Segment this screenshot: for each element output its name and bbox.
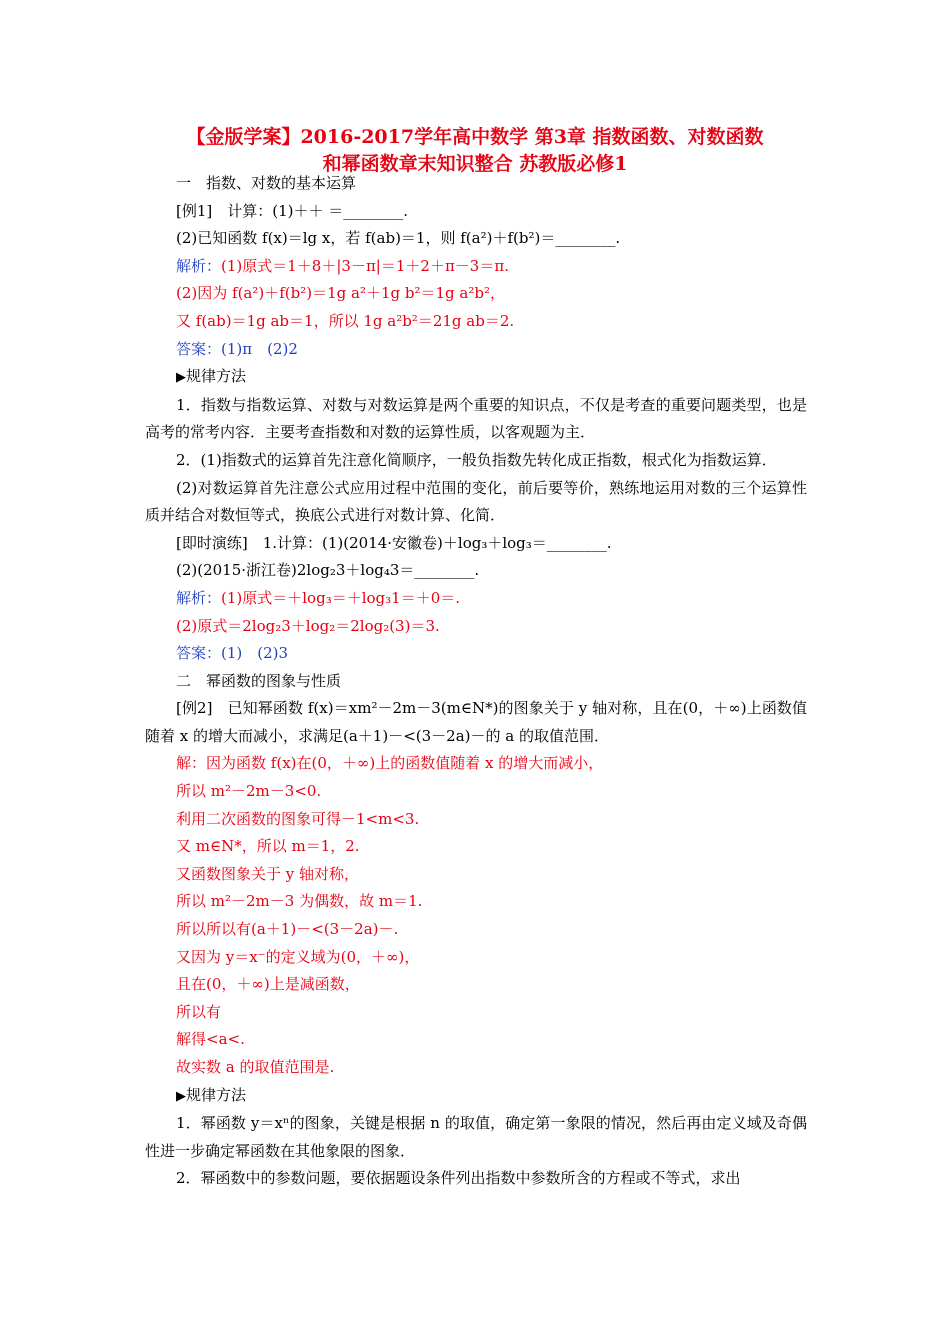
practice-line: (2)(2015·浙江卷)2log₂3＋log₄3＝________. [176, 561, 480, 580]
solution-line [145, 585, 807, 613]
method-heading [145, 1082, 807, 1111]
solution-label: 解析： [176, 588, 222, 607]
solution-line: (2)原式＝2log₂3＋log₂＝2log₂(3)＝3. [176, 616, 440, 635]
solution-label: 解析： [176, 256, 222, 275]
solution-line: 又函数图象关于 y 轴对称， [176, 864, 360, 883]
title-line-1: 【金版学案】2016-2017学年高中数学 第3章 指数函数、对数函数 [186, 126, 764, 148]
solution-line: 解得<a<. [176, 1030, 245, 1049]
solution-line: 又 m∈N*，所以 m＝1，2. [176, 837, 360, 856]
method-heading [145, 363, 807, 392]
solution-line: 所以 m²－2m－3 为偶数，故 m＝1. [176, 892, 423, 911]
solution-label: 解： [176, 754, 207, 773]
practice-line: [即时演练] 1.计算：(1)(2014·安徽卷)＋log₃＋log₃＝________. [176, 533, 612, 552]
solution-line: 又 f(ab)＝1g ab＝1，所以 1g a²b²＝21g ab＝2. [176, 311, 515, 330]
method-paragraph: (2)对数运算首先注意公式应用过程中范围的变化，前后要等价，熟练地运用对数的三个运算性质并结合对数恒等式，换底公式进行对数计算、化简． [145, 478, 807, 525]
section-heading: 二 幂函数的图象与性质 [176, 671, 342, 690]
example-1: [例1] 计算：(1)＋＋ ＝________. [176, 201, 409, 220]
answer-line: 答案：(1)π (2)2 [176, 339, 298, 358]
method-heading-label: 规律方法 [186, 1085, 247, 1104]
triangle-icon: ▶ [176, 370, 186, 386]
example-2: [例2] 已知幂函数 f(x)＝xm²－2m－3(m∈N*)的图象关于 y 轴对称，且在(0，＋∞)上函数值随着 x 的增大而减小，求满足(a＋1)－<(3－2a)－的 a 的取值范围． [145, 699, 807, 745]
solution-text: (1)原式＝1＋8＋|3－π|＝1＋2＋π－3＝π. [221, 256, 509, 275]
solution-line: 所以有 [176, 1002, 222, 1021]
method-heading-label: 规律方法 [186, 367, 247, 386]
document-body [145, 170, 807, 1193]
solution-line [145, 750, 807, 778]
method-paragraph: 2．(1)指数式的运算首先注意化简顺序，一般负指数先转化成正指数，根式化为指数运算． [176, 450, 777, 469]
answer-line: 答案：(1) (2)3 [176, 644, 289, 663]
triangle-icon: ▶ [176, 1088, 186, 1104]
solution-text: (1)原式＝＋log₃＝＋log₃1＝＋0＝. [221, 588, 461, 607]
solution-line [145, 253, 807, 281]
solution-line: 故实数 a 的取值范围是. [176, 1058, 335, 1076]
solution-line: 利用二次函数的图象可得－1<m<3. [176, 809, 420, 828]
solution-line: 所以 m²－2m－3<0. [176, 782, 322, 801]
title-line-2: 和幂函数章末知识整合 苏教版必修1 [322, 153, 628, 175]
method-paragraph: 1．幂函数 y＝xⁿ的图象，关键是根据 n 的取值，确定第一象限的情况，然后再由定义域及奇偶性进一步确定幂函数在其他象限的图象． [145, 1114, 807, 1160]
solution-line: (2)因为 f(a²)＋f(b²)＝1g a²＋1g b²＝1g a²b²， [176, 284, 505, 303]
method-paragraph: 2．幂函数中的参数问题，要依据题设条件列出指数中参数所含的方程或不等式，求出 [176, 1169, 741, 1188]
example-1-part-2: (2)已知函数 f(x)＝lg x，若 f(ab)＝1，则 f(a²)＋f(b²)＝________. [176, 229, 621, 248]
solution-text: 因为函数 f(x)在(0，＋∞)上的函数值随着 x 的增大而减小， [206, 754, 604, 773]
solution-line: 且在(0，＋∞)上是减函数， [176, 975, 360, 994]
solution-line: 又因为 y＝x⁻的定义域为(0，＋∞)， [176, 947, 420, 966]
solution-line: 所以所以有(a＋1)－<(3－2a)－. [176, 920, 399, 939]
method-paragraph: 1．指数与指数运算、对数与对数运算是两个重要的知识点，不仅是考查的重要问题类型，也是高考的常考内容．主要考查指数和对数的运算性质，以客观题为主． [145, 395, 807, 442]
section-heading: 一 指数、对数的基本运算 [176, 174, 357, 192]
